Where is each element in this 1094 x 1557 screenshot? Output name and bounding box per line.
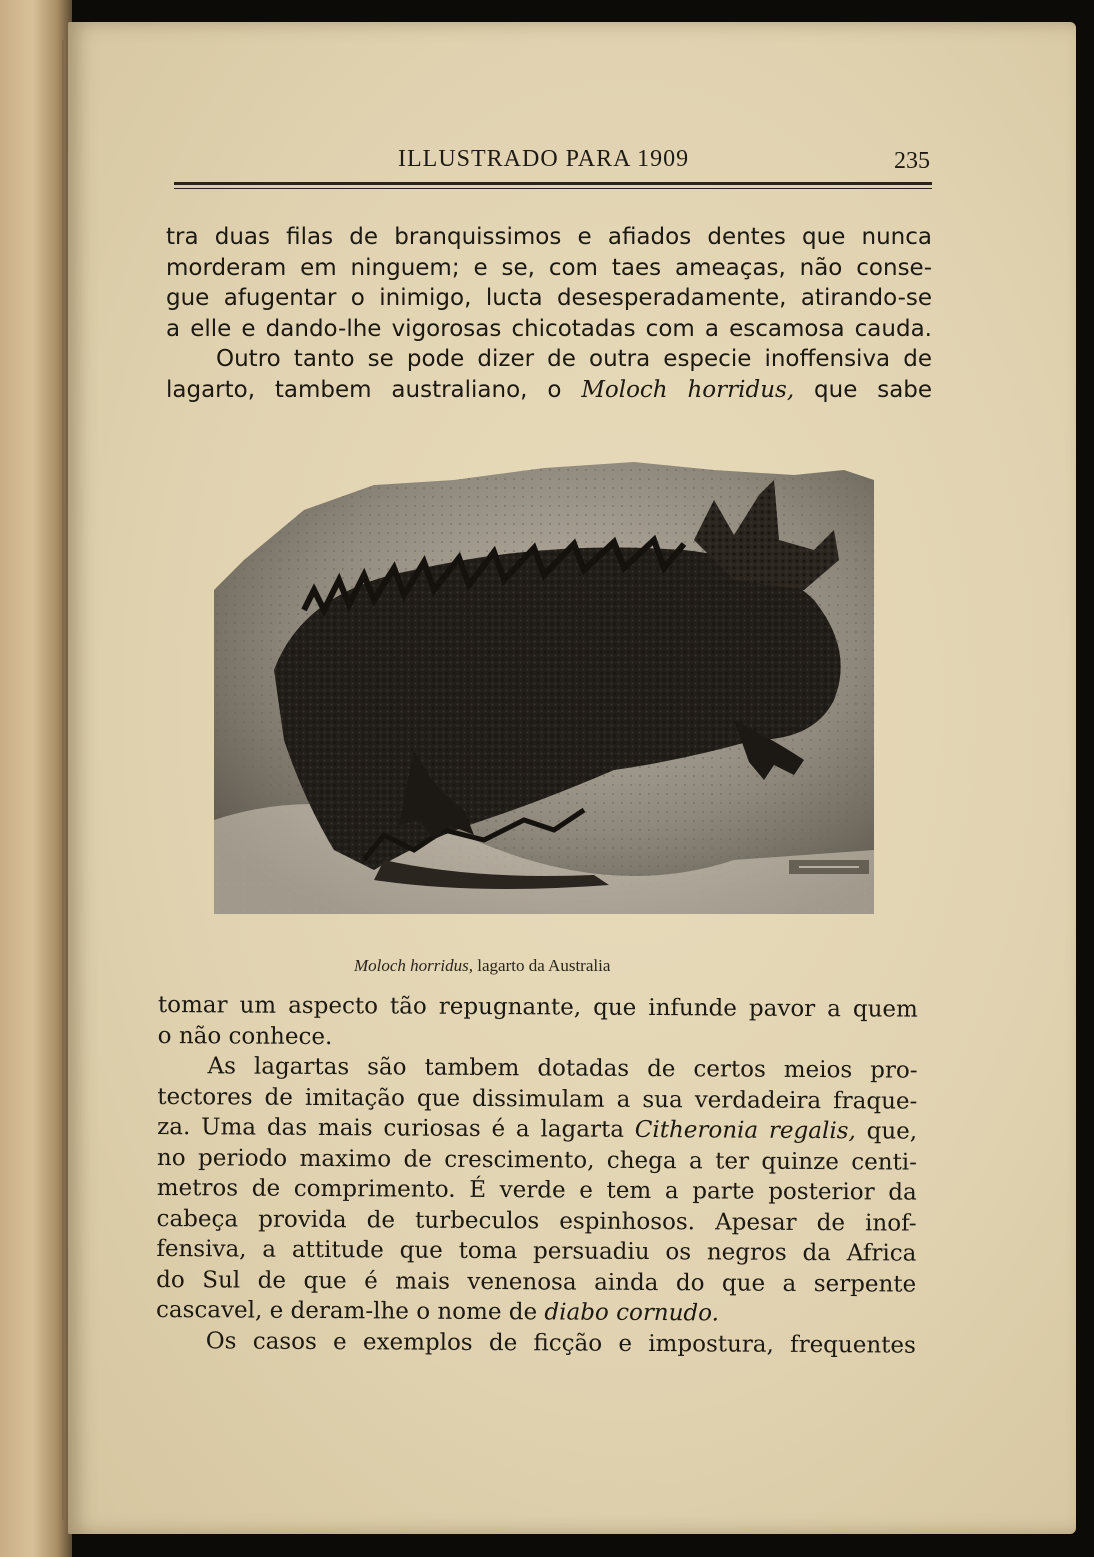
text-line: Os casos e exemplos de ficção e impostura, frequentes (205, 1327, 916, 1359)
caption-text: lagarto da Australia (477, 956, 611, 975)
caption-species: Moloch horridus, (354, 956, 473, 975)
header-rule (174, 182, 932, 185)
text-line: tectores de imitação que dissimulam a sua verdadeira fraque- (157, 1083, 918, 1115)
text-line (157, 1112, 917, 1147)
text-line: fensiva, a attitude que toma persuadiu os negros da Africa (156, 1235, 917, 1267)
emphasis-name: diabo cornudo. (544, 1299, 720, 1327)
text-line (166, 375, 932, 406)
thorny-devil-illustration (214, 440, 876, 914)
text-run: que, (866, 1118, 918, 1145)
text-line: metros de comprimento. É verde e tem a parte posterior da (156, 1174, 917, 1206)
text-line: a elle e dando-lhe vigorosas chicotadas com a escamosa cauda. (166, 315, 932, 342)
text-line: do Sul de que é mais venenosa ainda do que a serpente (156, 1266, 917, 1298)
text-run: lagarto, tambem australiano, o (166, 376, 562, 403)
spine-fold (62, 40, 64, 1520)
header-rule-thin (174, 188, 932, 189)
text-line: morderam em ninguem; e se, com taes ameaças, não conse- (166, 254, 932, 281)
text-run: que sabe (814, 376, 933, 403)
text-line: As lagartas são tambem dotadas de certos meios pro- (207, 1053, 918, 1084)
species-name: Citheronia regalis, (634, 1116, 856, 1145)
text-line: Outro tanto se pode dizer de outra especie inoffensiva de (216, 346, 932, 372)
text-run: cascavel, e deram-lhe o nome de (155, 1296, 538, 1326)
text-line: tra duas filas de branquissimos e afiados dentes que nunca (166, 224, 932, 250)
text-line: no periodo maximo de crescimento, chega a ter quinze centi- (156, 1144, 918, 1176)
text-run: za. Uma das mais curiosas é a lagarta (157, 1113, 625, 1143)
figure-caption (354, 956, 610, 976)
text-line: cabeça provida de turbeculos espinhosos. Apesar de inof- (156, 1205, 917, 1237)
text-line: tomar um aspecto tão repugnante, que infunde pavor a quem (157, 991, 918, 1023)
running-title: ILLUSTRADO PARA 1909 (398, 146, 690, 172)
text-line: gue afugentar o inimigo, lucta desesperadamente, atirando-se (166, 285, 932, 311)
paragraph-top (166, 222, 932, 405)
paragraph-bottom (156, 990, 918, 1361)
page-number: 235 (894, 148, 930, 174)
species-name: Moloch horridus, (581, 376, 795, 403)
text-line: o não conhece. (157, 1022, 333, 1050)
book-spine (0, 0, 72, 1557)
text-line (156, 1295, 916, 1330)
